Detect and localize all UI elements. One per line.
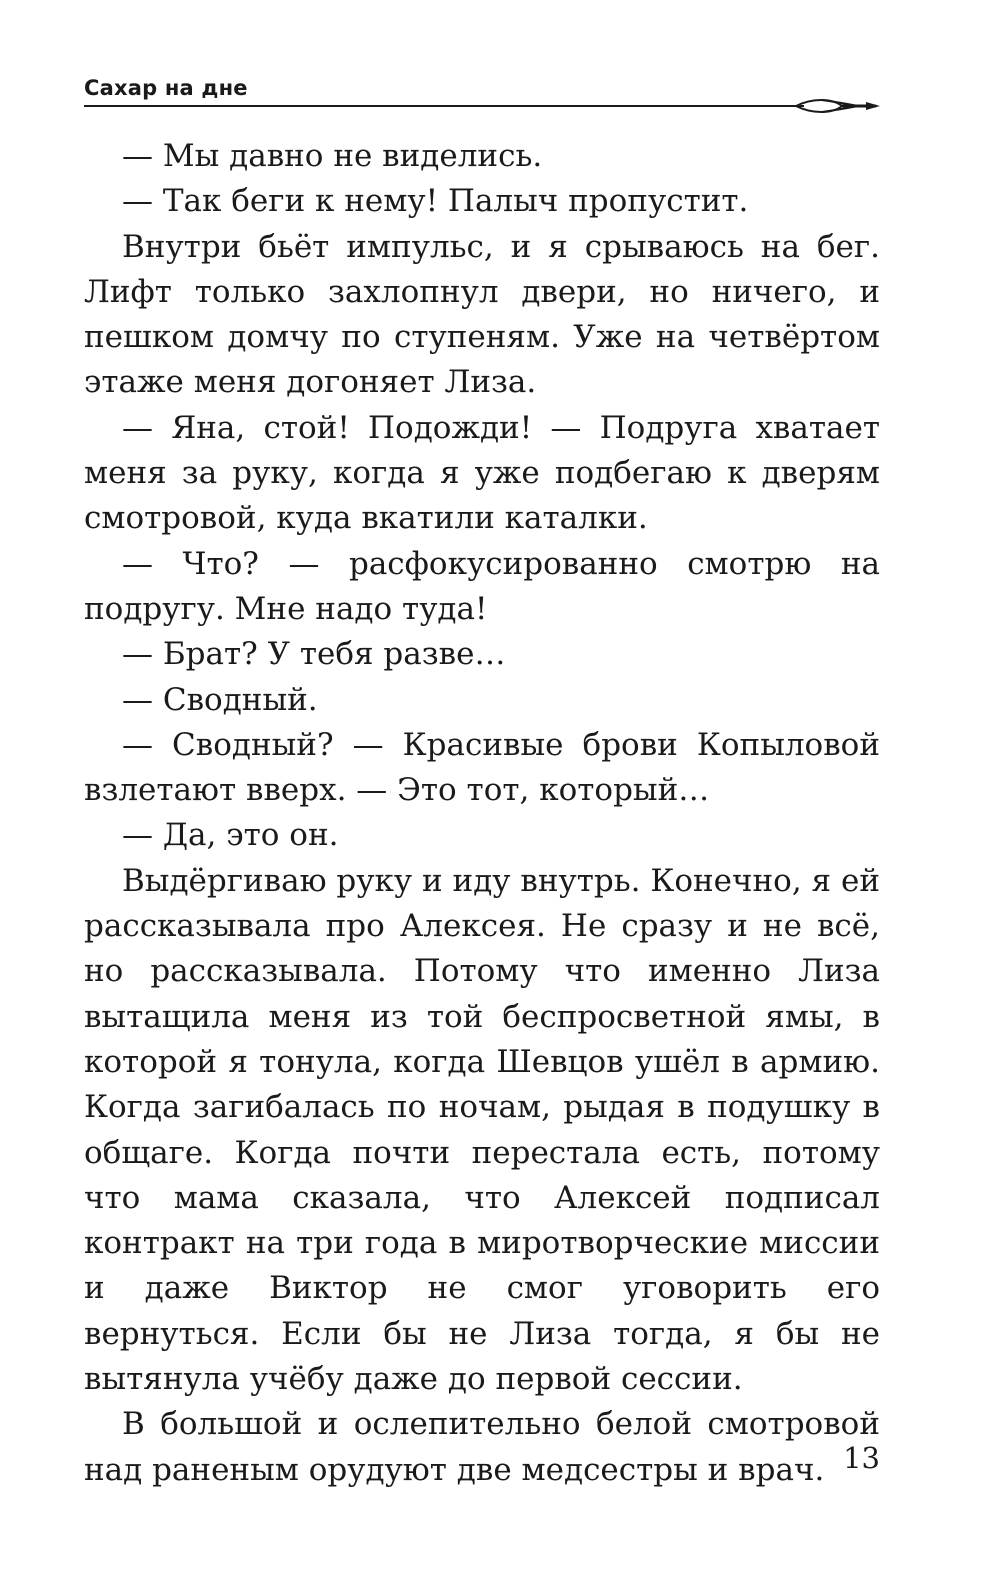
header-rule-ornament bbox=[84, 98, 884, 128]
paragraph: Внутри бьёт импульс, и я срываюсь на бег. Лифт только захлопнул двери, но ничего, и пешком домчу по ступеням. Уже на четвёртом этаже меня догоняет Лиза. bbox=[84, 228, 880, 401]
paragraph: — Мы давно не виделись. bbox=[122, 138, 543, 174]
paragraph: — Брат? У тебя разве… bbox=[122, 636, 506, 673]
paragraph: — Яна, стой! Подожди! — Подруга хватает меня за руку, когда я уже подбегаю к дверям смотровой, куда вкатили каталки. bbox=[84, 409, 880, 537]
paragraph: — Что? — расфокусированно смотрю на подругу. Мне надо туда! bbox=[84, 545, 880, 627]
paragraph: Выдёргиваю руку и иду внутрь. Конечно, я ей рассказывала про Алексея. Не сразу и не всё, но рассказывала. Потому что именно Лиза вытащила меня из той беспросветной ямы, в которой я тонула, когда Шевцов ушёл в армию. Когда загибалась по ночам, рыдая в подушку в общаге. Когда почти перестала есть, потому что мама сказала, что Алексей подписал контракт на три года в миротворческие миссии и даже Виктор не смог уговорить его вернуться. Если бы не Лиза тогда, я бы не вытянула учёбу даже до первой сессии. bbox=[84, 862, 880, 1398]
paragraph: — Сводный. bbox=[122, 681, 318, 718]
running-head-title: Сахар на дне bbox=[84, 76, 248, 100]
body-text bbox=[84, 134, 880, 1493]
paragraph: В большой и ослепительно белой смотровой над раненым орудуют две медсестры и врач. bbox=[84, 1406, 880, 1488]
paragraph: — Так беги к нему! Палыч пропустит. bbox=[122, 183, 749, 220]
page-number: 13 bbox=[843, 1441, 880, 1475]
paragraph: — Сводный? — Красивые брови Копыловой взлетают вверх. — Это тот, который… bbox=[84, 726, 880, 809]
paragraph: — Да, это он. bbox=[122, 817, 339, 854]
